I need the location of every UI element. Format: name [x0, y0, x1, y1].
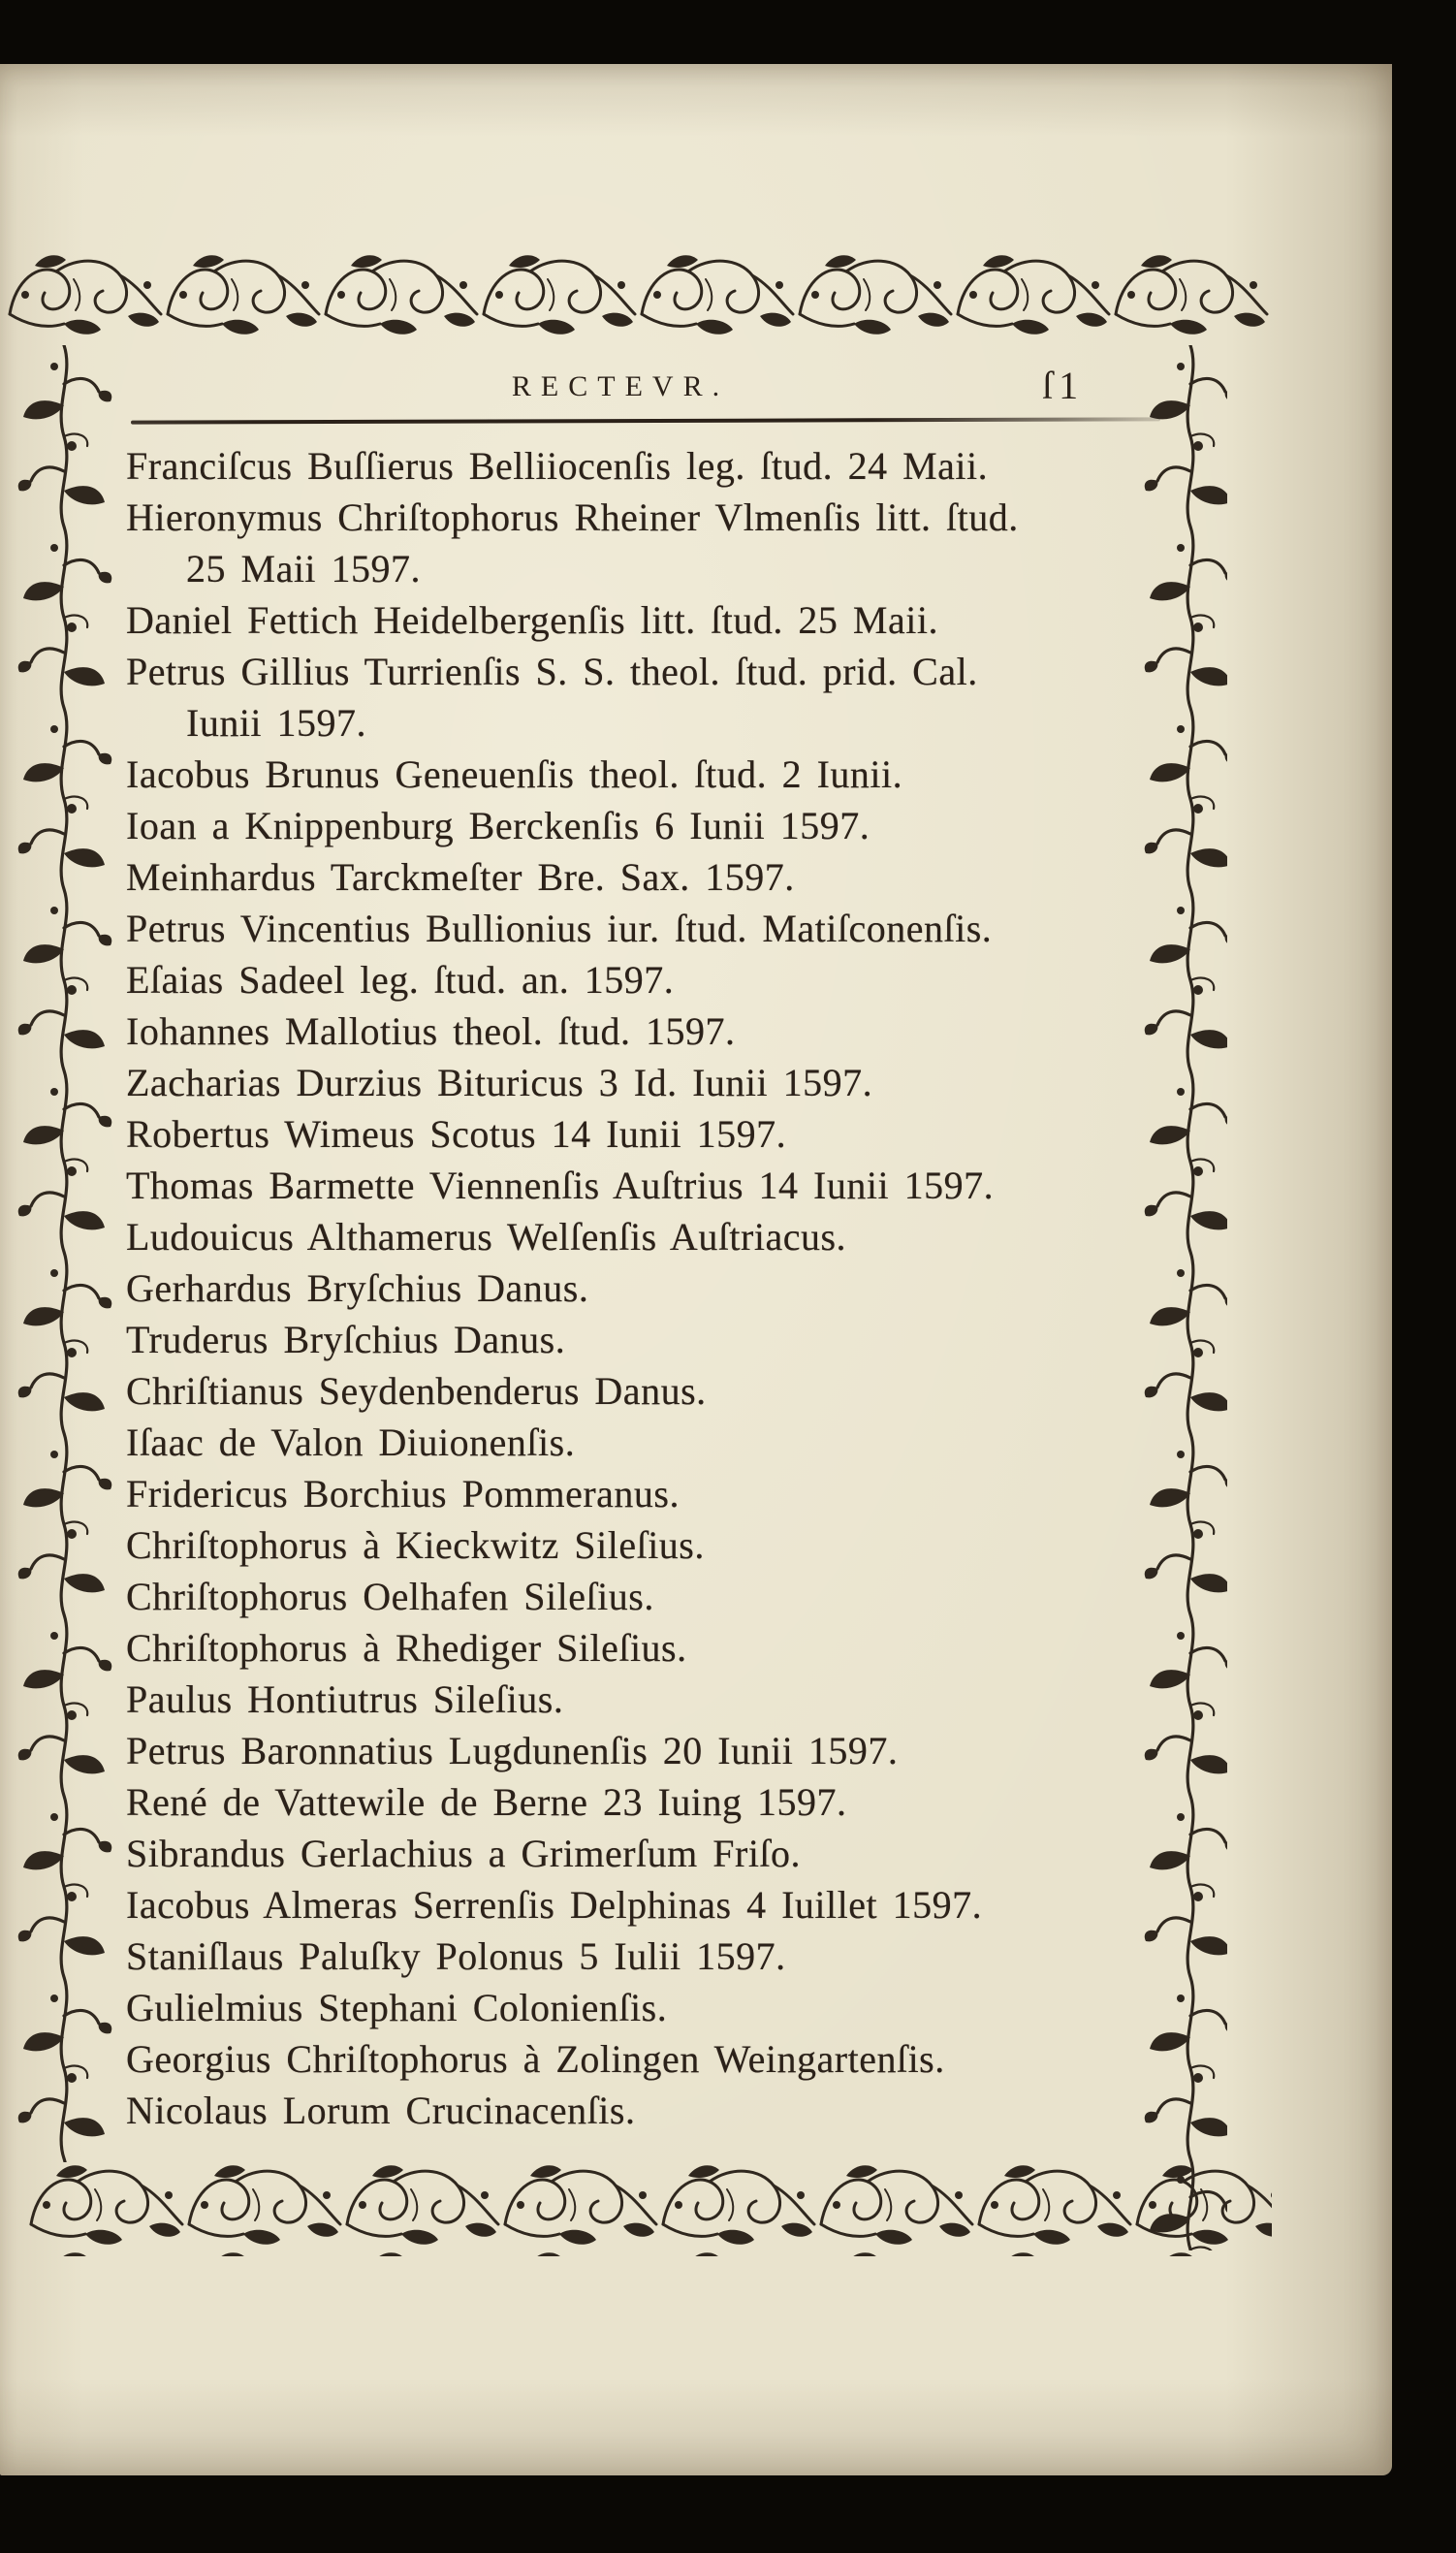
- register-entry: Ioan a Knippenburg Berckenſis 6 Iunii 1597.: [126, 804, 870, 847]
- register-entry: Chriſtianus Seydenbenderus Danus.: [126, 1369, 707, 1413]
- register-entry: Petrus Gillius Turrienſis S. S. theol. ſtud. prid. Cal.: [126, 650, 978, 693]
- register-entry: Staniſlaus Paluſky Polonus 5 Iulii 1597.: [126, 1934, 786, 1978]
- book-page: [0, 64, 1392, 2475]
- matriculation-entry-list: [126, 440, 1178, 2136]
- register-entry: Franciſcus Buſſierus Belliiocenſis leg. ſtud. 24 Maii.: [126, 444, 989, 488]
- page-number: ſ1: [1042, 364, 1085, 407]
- register-entry: Zacharias Durzius Bituricus 3 Id. Iunii 1597.: [126, 1061, 873, 1104]
- register-entry: Robertus Wimeus Scotus 14 Iunii 1597.: [126, 1112, 787, 1156]
- register-entry: Nicolaus Lorum Crucinacenſis.: [126, 2089, 636, 2132]
- register-entry: Hieronymus Chriſtophorus Rheiner Vlmenſis litt. ſtud.: [126, 495, 1019, 539]
- register-entry: Iacobus Brunus Geneuenſis theol. ſtud. 2 Iunii.: [126, 752, 903, 796]
- register-entry: Thomas Barmette Viennenſis Auſtrius 14 Iunii 1597.: [126, 1164, 995, 1207]
- register-entry: Chriſtophorus Oelhafen Sileſius.: [126, 1575, 654, 1618]
- register-entry: Chriſtophorus à Rhediger Sileſius.: [126, 1626, 687, 1670]
- register-entry: Daniel Fettich Heidelbergenſis litt. ſtud. 25 Maii.: [126, 598, 938, 642]
- left-ornament-border: [16, 345, 114, 2162]
- register-entry: René de Vattewile de Berne 23 Iuing 1597.: [126, 1780, 847, 1824]
- register-entry: Sibrandus Gerlachius a Grimerſum Friſo.: [126, 1832, 802, 1875]
- register-entry: Paulus Hontiutrus Sileſius.: [126, 1677, 564, 1721]
- running-header: RECTEVR.: [511, 370, 730, 402]
- register-entry: Chriſtophorus à Kieckwitz Sileſius.: [126, 1523, 705, 1567]
- register-entry: Ludouicus Althamerus Welſenſis Auſtriacus.: [126, 1215, 847, 1259]
- register-entry: Eſaias Sadeel leg. ſtud. an. 1597.: [126, 958, 675, 1002]
- register-entry: Petrus Baronnatius Lugdunenſis 20 Iunii 1597.: [126, 1729, 899, 1772]
- register-entry: Fridericus Borchius Pommeranus.: [126, 1472, 680, 1516]
- register-entry: Meinhardus Tarckmeſter Bre. Sax. 1597.: [126, 855, 795, 899]
- register-entry: Iſaac de Valon Diuionenſis.: [126, 1420, 576, 1464]
- register-entry: Iacobus Almeras Serrenſis Delphinas 4 Iuillet 1597.: [126, 1883, 983, 1927]
- register-entry: Truderus Bryſchius Danus.: [126, 1318, 566, 1361]
- header-divider-rule: [131, 417, 1160, 424]
- register-entry: Gulielmius Stephani Colonienſis.: [126, 1986, 668, 2029]
- register-entry-continuation: 25 Maii 1597.: [186, 547, 422, 590]
- top-ornament-border: [6, 252, 1272, 341]
- register-entry-continuation: Iunii 1597.: [186, 701, 367, 745]
- register-entry: Georgius Chriſtophorus à Zolingen Weingartenſis.: [126, 2037, 945, 2081]
- bottom-ornament-border: [27, 2162, 1272, 2256]
- register-entry: Gerhardus Bryſchius Danus.: [126, 1266, 589, 1310]
- register-entry: Petrus Vincentius Bullionius iur. ſtud. Matiſconenſis.: [126, 907, 993, 950]
- register-entry: Iohannes Mallotius theol. ſtud. 1597.: [126, 1009, 736, 1053]
